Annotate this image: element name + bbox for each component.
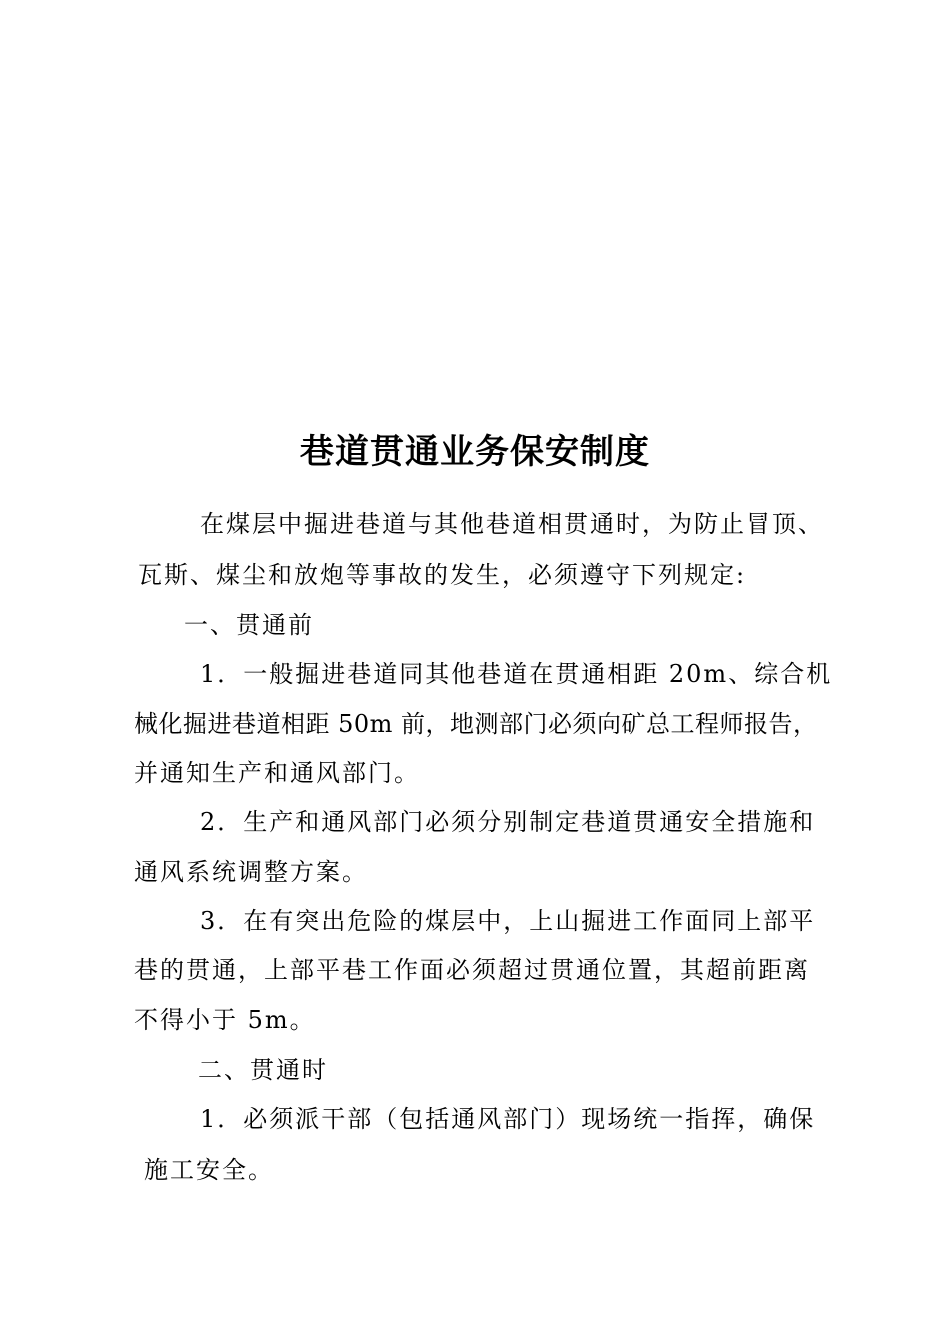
paragraph-line: 在煤层中掘进巷道与其他巷道相贯通时，为防止冒顶、 (200, 510, 824, 538)
paragraph-line: 瓦斯、煤尘和放炮等事故的发生，必须遵守下列规定: (138, 561, 747, 589)
list-item-line: 3．在有突出危险的煤层中，上山掘进工作面同上部平 (200, 907, 816, 935)
document-title: 巷道贯通业务保安制度 (300, 432, 650, 472)
list-item-line: 通风系统调整方案。 (134, 858, 368, 886)
list-item-line: 巷的贯通，上部平巷工作面必须超过贯通位置，其超前距离 (134, 956, 810, 984)
list-item-line: 1．一般掘进巷道同其他巷道在贯通相距 20m、综合机 (200, 660, 833, 688)
list-item-line: 施工安全。 (144, 1156, 274, 1184)
list-item-line: 并通知生产和通风部门。 (134, 759, 420, 787)
list-item-line: 1．必须派干部（包括通风部门）现场统一指挥，确保 (200, 1105, 816, 1133)
section-heading: 一、贯通前 (184, 611, 314, 639)
list-item-line: 2．生产和通风部门必须分别制定巷道贯通安全措施和 (200, 808, 816, 836)
list-item-line: 械化掘进巷道相距 50m 前，地测部门必须向矿总工程师报告， (134, 710, 818, 738)
list-item-line: 不得小于 5m。 (134, 1006, 316, 1034)
section-heading: 二、贯通时 (198, 1056, 328, 1084)
